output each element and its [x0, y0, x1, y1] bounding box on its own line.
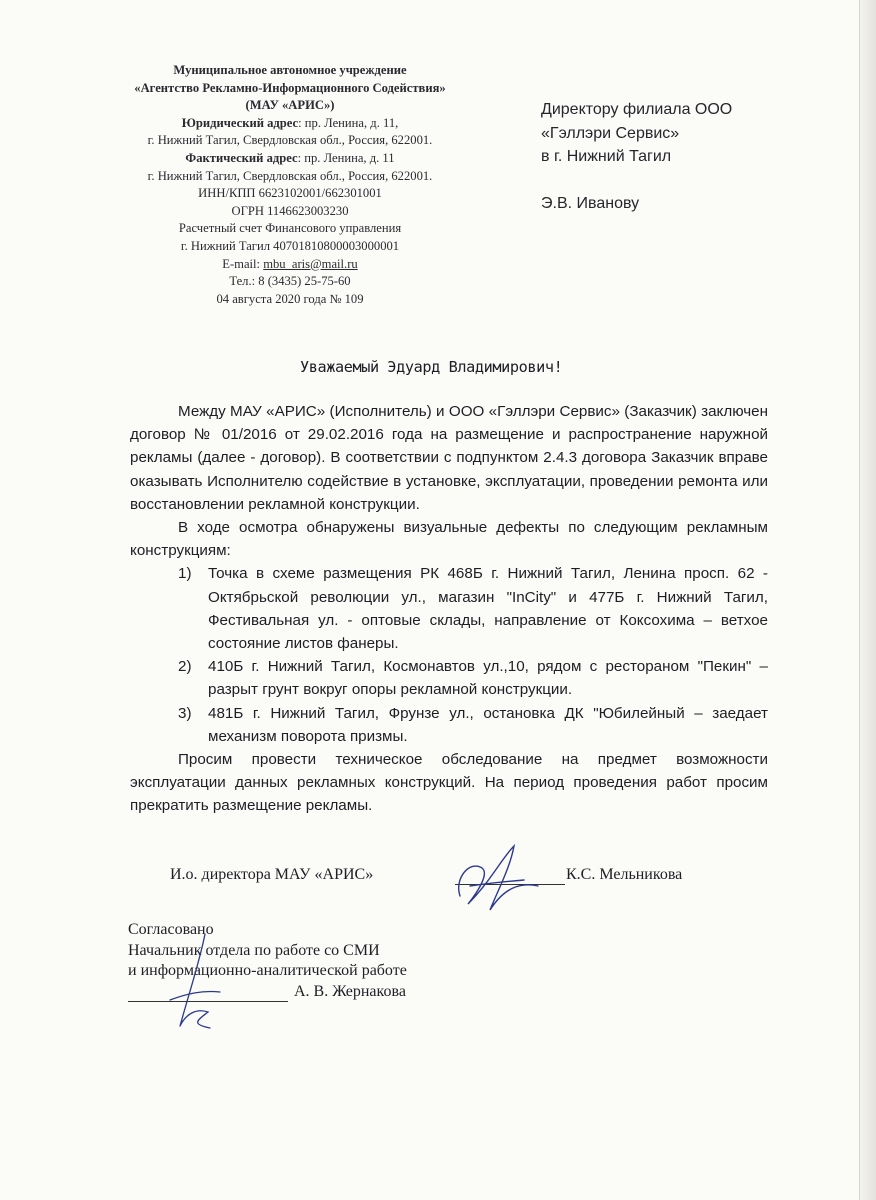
inn-kpp: ИНН/КПП 6623102001/662301001	[198, 186, 382, 201]
approved-label: Согласовано	[128, 921, 214, 938]
salutation: Уважаемый Эдуард Владимирович!	[300, 358, 563, 376]
paragraph-2: В ходе осмотра обнаружены визуальные дефекты по следующим рекламным конструкциям:	[130, 519, 768, 560]
list-item-text: 410Б г. Нижний Тагил, Космонавтов ул.,10, рядом с рестораном "Пекин" – разрыт грунт вокруг опоры рекламной конструкции.	[208, 658, 768, 699]
actual-address-line2: г. Нижний Тагил, Свердловская обл., Россия, 622001.	[147, 168, 433, 183]
approved-line2: и информационно-аналитической работе	[128, 962, 407, 979]
actual-address	[70, 150, 510, 168]
signer-role: И.о. директора МАУ «АРИС»	[170, 866, 374, 883]
account-line2: г. Нижний Тагил 40701810800003000001	[180, 238, 400, 253]
legal-address-value: : пр. Ленина, д. 11,	[298, 115, 399, 130]
signer-name: К.С. Мельникова	[566, 866, 683, 883]
list-item	[178, 655, 768, 701]
list-item-text: 481Б г. Нижний Тагил, Фрунзе ул., остановка ДК "Юбилейный – заедает механизм поворота призмы.	[208, 704, 768, 745]
legal-address-line2: г. Нижний Тагил, Свердловская обл., Россия, 622001.	[147, 133, 433, 148]
paragraph-1: Между МАУ «АРИС» (Исполнитель) и ООО «Гэллэри Сервис» (Заказчик) заключен договор № 01/2016 от 29.02.2016 года на размещение и распространение наружной рекламы (далее - договор). В соответствии с подпунктом 2.4.3 договора Заказчик вправе оказывать Исполнителю содействие в установке, эксплуатации, проведении ремонта или восстановлении рекламной конструкции.	[130, 403, 768, 513]
ogrn: ОГРН 1146623003230	[231, 203, 349, 218]
recipient-line3: в г. Нижний Тагил	[541, 148, 672, 165]
email-label: E-mail:	[222, 256, 264, 271]
account-line1: Расчетный счет Финансового управления	[178, 221, 402, 236]
sender-block	[70, 62, 510, 308]
recipient-line1: Директору филиала ООО	[541, 101, 733, 118]
legal-address	[70, 115, 510, 133]
phone: Тел.: 8 (3435) 25-75-60	[229, 274, 351, 289]
list-item-number: 1)	[178, 565, 192, 583]
approved-name: А. В. Жернакова	[294, 982, 406, 1000]
org-name-line1: Муниципальное автономное учреждение	[173, 63, 407, 77]
list-item	[178, 562, 768, 655]
list-item-text: Точка в схеме размещения РК 468Б г. Нижний Тагил, Ленина просп. 62 - Октябрьской революции ул., магазин "InCity" и 477Б г. Нижний Тагил, Фестивальная ул. - оптовые склады, направление от Коксохима – ветхое состояние листов фанеры.	[208, 565, 768, 653]
recipient-name: Э.В. Иванову	[541, 194, 640, 212]
legal-address-label: Юридический адрес	[181, 115, 299, 130]
recipient-block	[541, 98, 841, 215]
handwritten-signature	[440, 838, 550, 918]
org-name-line2: «Агентство Рекламно-Информационного Содействия»	[134, 80, 446, 95]
email-link[interactable]: mbu_aris@mail.ru	[263, 256, 358, 271]
actual-address-value: : пр. Ленина, д. 11	[297, 150, 395, 165]
recipient-line2: «Гэллэри Сервис»	[541, 124, 680, 142]
approved-line1: Начальник отдела по работе со СМИ	[128, 941, 380, 959]
list-item-number: 2)	[178, 658, 192, 676]
letter-body	[130, 400, 768, 818]
actual-address-label: Фактический адрес	[185, 150, 298, 165]
page-edge	[859, 0, 876, 1200]
handwritten-signature-2	[150, 930, 240, 1040]
org-name-line3: (МАУ «АРИС»)	[245, 98, 335, 113]
paragraph-3: Просим провести техническое обследование на предмет возможности эксплуатации данных рекламных конструкций. На период проведения работ просим прекратить размещение рекламы.	[130, 751, 768, 815]
email-row	[70, 256, 510, 274]
list-item-number: 3)	[178, 704, 192, 722]
list-item	[178, 702, 768, 748]
date-number: 04 августа 2020 года № 109	[216, 291, 364, 306]
